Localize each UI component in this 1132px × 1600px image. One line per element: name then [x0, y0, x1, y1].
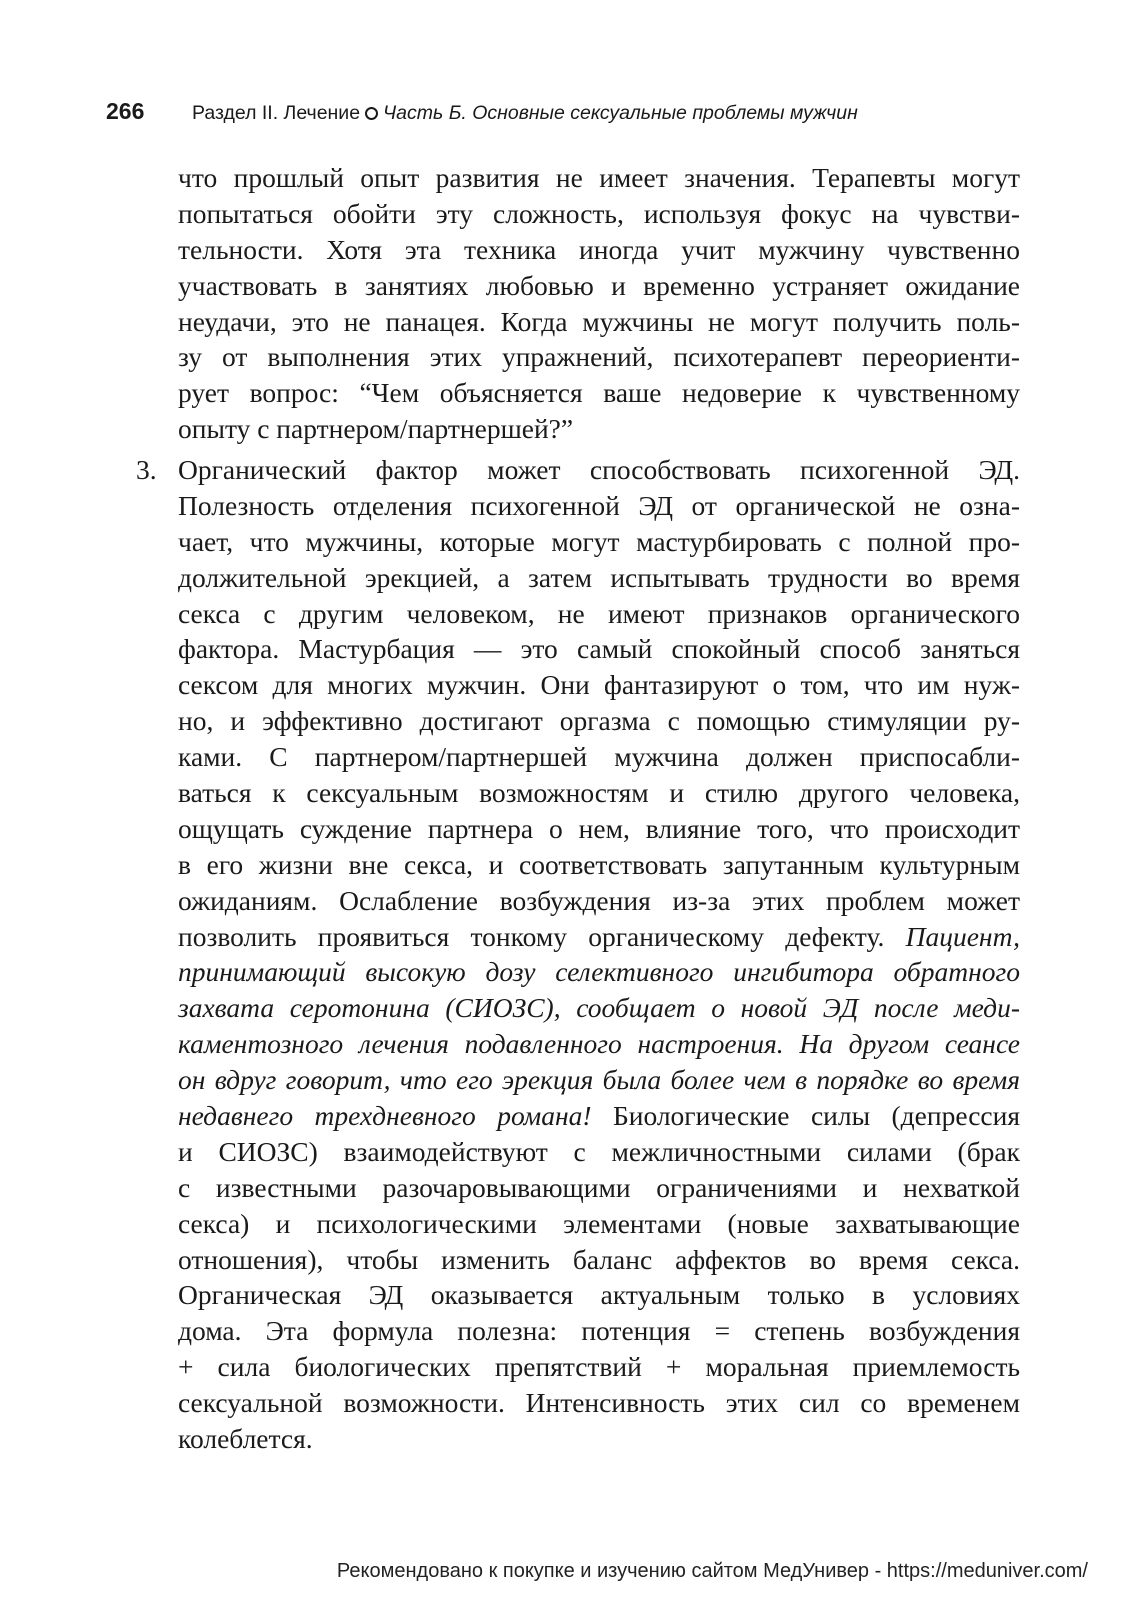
text-line: ваться к сексуальным возможностям и стилю другого человека,	[178, 777, 1020, 809]
text-line: ками. С партнером/партнершей мужчина должен приспосабли-	[178, 741, 1020, 773]
text-line: секса) и психологическими элементами (новые захватывающие	[178, 1207, 1020, 1239]
text-line: рует вопрос: “Чем объясняется ваше недоверие к чувственному	[178, 377, 1020, 409]
text-line: чает, что мужчины, которые могут мастурбировать с полной про-	[178, 525, 1020, 557]
list-item-3-paragraph	[178, 452, 1020, 1457]
text-run: позволить проявиться тонкому органическому дефекту.	[178, 920, 906, 952]
header-part-title: Часть Б. Основные сексуальные проблемы мужчин	[383, 102, 858, 124]
text-line: в его жизни вне секса, и соответствовать запутанным культурным	[178, 848, 1020, 880]
text-line: секса с другим человеком, не имеют признаков органического	[178, 597, 1020, 629]
text-line: сексуальной возможности. Интенсивность этих сил со временем	[178, 1387, 1020, 1419]
text-line: сексом для многих мужчин. Они фантазируют о том, что им нуж-	[178, 669, 1020, 701]
italic-text-line: принимающий высокую дозу селективного ингибитора обратного	[178, 956, 1020, 988]
text-line: Полезность отделения психогенной ЭД от органической не озна-	[178, 489, 1020, 521]
text-line: тельности. Хотя эта техника иногда учит мужчину чувственно	[178, 233, 1020, 265]
italic-text-line: захвата серотонина (СИОЗС), сообщает о новой ЭД после меди-	[178, 992, 1020, 1024]
text-line: участвовать в занятиях любовью и временно устраняет ожидание	[178, 269, 1020, 301]
text-line: отношения), чтобы изменить баланс аффектов во время секса.	[178, 1243, 1020, 1275]
text-line: с известными разочаровывающими ограничениями и нехваткой	[178, 1171, 1020, 1203]
text-line: ощущать суждение партнера о нем, влияние того, что происходит	[178, 812, 1020, 844]
text-line: ожиданиям. Ослабление возбуждения из-за этих проблем может	[178, 884, 1020, 916]
footer-watermark-note: Рекомендовано к покупке и изучению сайтом МедУнивер - https://meduniver.com/	[336, 1560, 1088, 1582]
italic-text-line: он вдруг говорит, что его эрекция была более чем в порядке во время	[178, 1064, 1020, 1096]
text-line: колеблется.	[178, 1423, 313, 1455]
running-header	[106, 98, 1046, 134]
text-line: опыту с партнером/партнершей?”	[178, 413, 574, 445]
text-line: и СИОЗС) взаимодействуют с межличностными силами (брак	[178, 1135, 1020, 1167]
page-number: 266	[106, 98, 145, 124]
italic-text-line: каментозного лечения подавленного настроения. На другом сеансе	[178, 1028, 1020, 1060]
text-line: фактора. Мастурбация — это самый спокойный способ заняться	[178, 633, 1020, 665]
text-line: неудачи, это не панацея. Когда мужчины не могут получить поль-	[178, 305, 1020, 337]
continuation-paragraph	[178, 160, 1020, 447]
text-run: Биологические силы (депрессия	[591, 1100, 1020, 1132]
header-bullet-icon	[365, 107, 378, 120]
text-line: дома. Эта формула полезна: потенция = степень возбуждения	[178, 1315, 1020, 1347]
list-item-number: 3.	[136, 454, 157, 485]
text-line: попытаться обойти эту сложность, используя фокус на чувстви-	[178, 197, 1020, 229]
italic-text-run: недавнего трехдневного романа!	[178, 1100, 592, 1132]
text-line: Органический фактор может способствовать психогенной ЭД.	[178, 454, 1020, 485]
text-line: должительной эрекцией, а затем испытывать трудности во время	[178, 561, 1020, 593]
text-line: что прошлый опыт развития не имеет значения. Терапевты могут	[178, 162, 1020, 193]
text-line-mixed	[178, 919, 1020, 955]
text-line: + сила биологических препятствий + моральная приемлемость	[178, 1351, 1020, 1383]
italic-text-run: Пациент,	[905, 920, 1020, 952]
text-line-mixed	[178, 1098, 1020, 1134]
text-line: Органическая ЭД оказывается актуальным только в условиях	[178, 1279, 1020, 1311]
header-section-title: Раздел II. Лечение	[192, 102, 361, 124]
text-line: но, и эффективно достигают оргазма с помощью стимуляции ру-	[178, 705, 1020, 737]
text-line: зу от выполнения этих упражнений, психотерапевт переориенти-	[178, 341, 1020, 373]
